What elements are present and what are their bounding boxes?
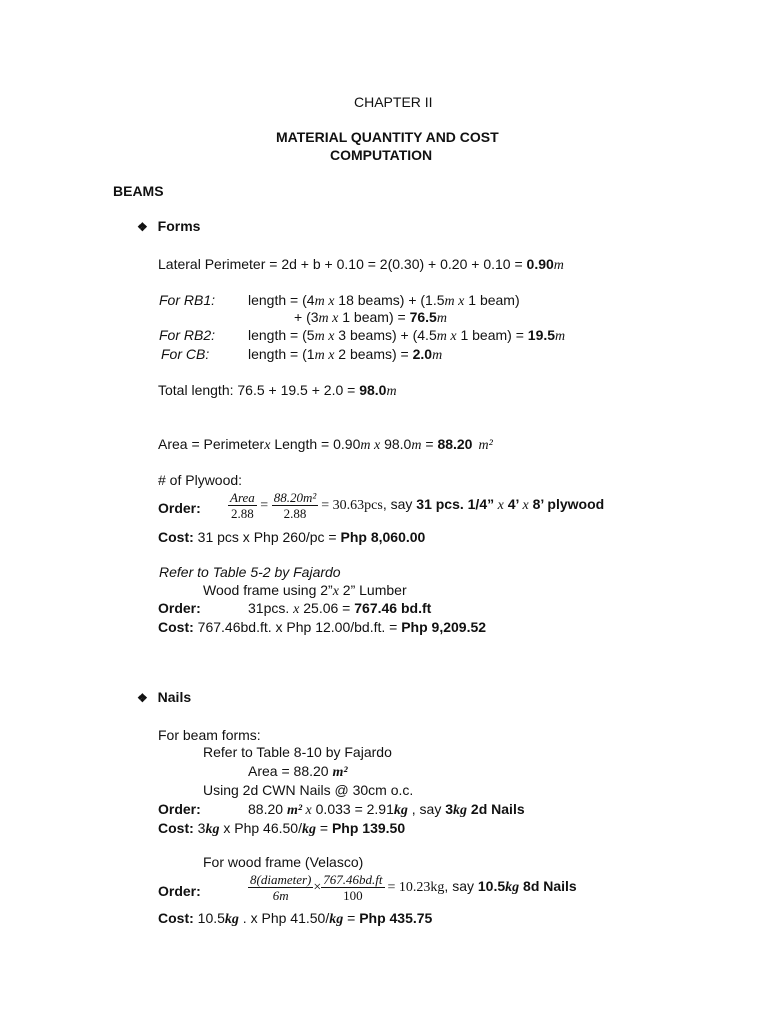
area-fraction: $\frac{\text{Area}}{2.88}$ xyxy=(230,490,255,521)
rb1-line1: length = (4m x 18 beams) + (1.5m x 1 beam) xyxy=(248,292,520,309)
diamond-bullet-icon: ❖ xyxy=(137,691,148,705)
diamond-bullet-icon: ❖ xyxy=(137,220,148,234)
rb1-label: For RB1: xyxy=(159,292,216,308)
order-label-plywood: Order: xyxy=(158,500,201,516)
using-cwn-nails: Using 2d CWN Nails @ 30cm o.c. xyxy=(203,782,414,798)
rb2-line: length = (5m x 3 beams) + (4.5m x 1 beam) = 19.5m xyxy=(248,327,566,344)
document-title-line1: MATERIAL QUANTITY AND COST xyxy=(276,129,499,145)
rb2-label: For RB2: xyxy=(159,327,216,343)
total-length-line: Total length: 76.5 + 19.5 + 2.0 = 98.0m xyxy=(158,382,397,399)
for-beam-forms: For beam forms: xyxy=(158,727,261,743)
8d-nails-order-formula: $\frac{\text{8(diameter)}}{6m}$ × $\frac{767.46bd.ft}{100}$ = 10.23kg, say 10.5kg 8d Nails xyxy=(250,872,577,903)
rb1-line2: + (3m x 1 beam) = 76.5m xyxy=(294,309,447,326)
order-label-lumber: Order: xyxy=(158,600,201,616)
forms-subheading: ❖ Forms xyxy=(137,218,201,234)
wood-frame-line: Wood frame using 2”x 2” Lumber xyxy=(203,582,407,599)
plywood-label: # of Plywood: xyxy=(158,472,243,488)
lumber-cost-line: Cost: 767.46bd.ft. x Php 12.00/bd.ft. = Php 9,209.52 xyxy=(158,619,487,635)
order-label-8d-nails: Order: xyxy=(158,883,201,899)
nails-area-line: Area = 88.20 m² xyxy=(248,763,348,780)
lateral-perimeter-line: Lateral Perimeter = 2d + b + 0.10 = 2(0.30) + 0.20 + 0.10 = 0.90m xyxy=(158,256,564,273)
cb-line: length = (1m x 2 beams) = 2.0m xyxy=(248,346,443,363)
document-title-line2: COMPUTATION xyxy=(330,147,433,163)
diameter-fraction: $\frac{\text{8(diameter)}}{6m}$ xyxy=(250,872,312,903)
chapter-heading: CHAPTER II xyxy=(354,94,433,110)
lumber-order-line: 31pcs. x 25.06 = 767.46 bd.ft xyxy=(248,600,432,617)
plywood-order-formula: $\frac{\text{Area}}{2.88}$ = $\frac{\text{88.20m²}}{2.88}$ = 30.63pcs, say 31 pcs. 1/4” x 4’ x 8’ plywood xyxy=(230,490,605,521)
refer-table-8-10: Refer to Table 8-10 by Fajardo xyxy=(203,744,392,760)
refer-table-5-2: Refer to Table 5-2 by Fajardo xyxy=(159,564,341,580)
plywood-cost-line: Cost: 31 pcs x Php 260/pc = Php 8,060.00 xyxy=(158,529,426,545)
wood-frame-velasco: For wood frame (Velasco) xyxy=(203,854,364,870)
order-label-2d-nails: Order: xyxy=(158,801,201,817)
nails-subheading: ❖ Nails xyxy=(137,689,192,705)
board-feet-fraction: $\frac{767.46bd.ft}{100}$ xyxy=(323,872,383,903)
2d-nails-cost-line: Cost: 3kg x Php 46.50/kg = Php 139.50 xyxy=(158,820,406,837)
cb-label: For CB: xyxy=(161,346,210,362)
area-line: Area = Perimeterx Length = 0.90m x 98.0m = 88.20 m² xyxy=(158,436,493,453)
8d-nails-cost-line: Cost: 10.5kg . x Php 41.50/kg = Php 435.75 xyxy=(158,910,433,927)
section-heading-beams: BEAMS xyxy=(113,183,164,199)
2d-nails-order-line: 88.20 m² x 0.033 = 2.91kg , say 3kg 2d Nails xyxy=(248,801,525,818)
area-value-fraction: $\frac{\text{88.20m²}}{2.88}$ xyxy=(273,490,317,521)
